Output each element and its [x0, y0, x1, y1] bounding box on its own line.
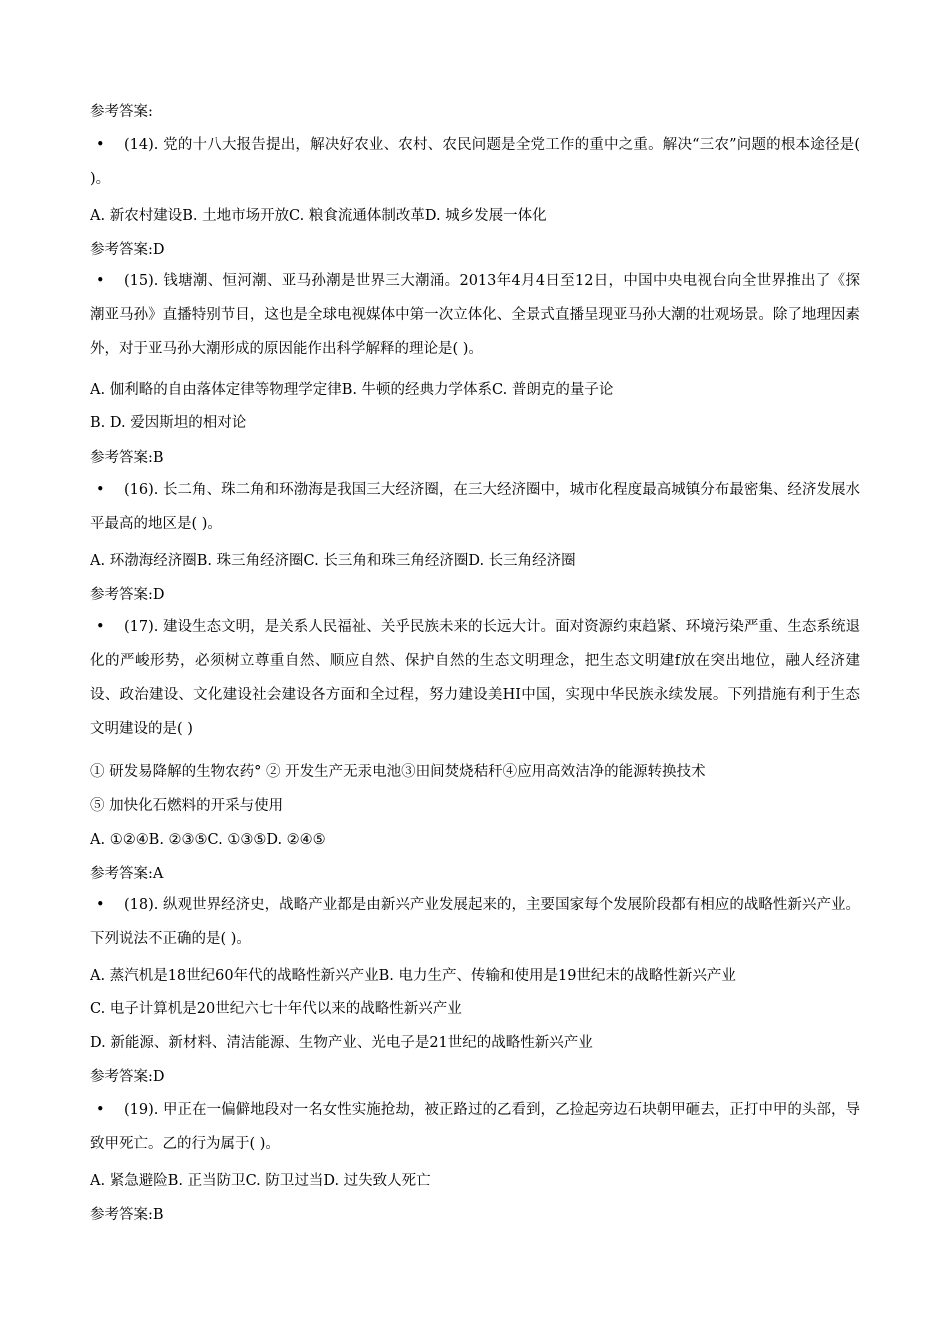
answer-line: 参考答案:B — [90, 1207, 164, 1223]
bullet-icon: • — [96, 897, 105, 913]
question-text: (18). 纵观世界经济史，战略产业都是由新兴产业发展起来的，主要国家每个发展阶段都有相应的战略性新兴产业。下列说法不正确的是( )。 — [90, 897, 860, 947]
answer-line: 参考答案:D — [90, 587, 165, 603]
bullet-icon: • — [96, 482, 105, 498]
question-19 — [90, 1093, 860, 1161]
bullet-icon: • — [96, 273, 105, 289]
option-line: ① 研发易降解的生物农药° ② 开发生产无汞电池③田间焚烧秸秆④应用高效洁净的能源转换技术 — [90, 764, 706, 780]
option-line: A. 伽利略的自由落体定律等物理学定律B. 牛顿的经典力学体系C. 普朗克的量子论 — [90, 382, 614, 398]
option-line: A. 蒸汽机是18世纪60年代的战略性新兴产业B. 电力生产、传输和使用是19世纪末的战略性新兴产业 — [90, 968, 736, 984]
question-text: (15). 钱塘潮、恒河潮、亚马孙潮是世界三大潮涌。2013年4月4日至12日，中国中央电视台向全世界推出了《探潮亚马孙》直播特别节目，这也是全球电视媒体中第一次立体化、全景式直播呈现亚马孙大潮的壮观场景。除了地理因素外，对于亚马孙大潮形成的原因能作出科学解释的理论是( )。 — [90, 273, 860, 357]
bullet-icon: • — [96, 619, 105, 635]
option-line: A. 新农村建设B. 土地市场开放C. 粮食流通体制改革D. 城乡发展一体化 — [90, 208, 547, 224]
question-text: (19). 甲正在一偏僻地段对一名女性实施抢劫，被正路过的乙看到，乙捡起旁边石块朝甲砸去，正打中甲的头部，导致甲死亡。乙的行为属于( )。 — [90, 1102, 860, 1152]
option-line: A. 紧急避险B. 正当防卫C. 防卫过当D. 过失致人死亡 — [90, 1173, 431, 1189]
question-text: (14). 党的十八大报告提出，解决好农业、农村、农民问题是全党工作的重中之重。解决“三农”问题的根本途径是( )。 — [90, 137, 860, 187]
answer-line: 参考答案:D — [90, 1069, 165, 1085]
bullet-icon: • — [96, 1102, 105, 1118]
option-line: D. 新能源、新材料、清洁能源、生物产业、光电子是21世纪的战略性新兴产业 — [90, 1035, 593, 1051]
option-line: B. D. 爱因斯坦的相对论 — [90, 415, 247, 431]
answer-line: 参考答案:D — [90, 242, 165, 258]
option-line: A. 环渤海经济圈B. 珠三角经济圈C. 长三角和珠三角经济圈D. 长三角经济圈 — [90, 553, 576, 569]
option-line: C. 电子计算机是20世纪六七十年代以来的战略性新兴产业 — [90, 1001, 462, 1017]
question-15 — [90, 264, 860, 366]
bullet-icon: • — [96, 137, 105, 153]
option-line: ⑤ 加快化石燃料的开采与使用 — [90, 798, 284, 814]
question-17 — [90, 610, 860, 746]
question-14 — [90, 128, 860, 196]
option-line: A. ①②④B. ②③⑤C. ①③⑤D. ②④⑤ — [90, 832, 326, 848]
question-18 — [90, 888, 860, 956]
answer-line: 参考答案:B — [90, 450, 164, 466]
question-text: (16). 长二角、珠二角和环渤海是我国三大经济圈，在三大经济圈中，城市化程度最高城镇分布最密集、经济发展水平最高的地区是( )。 — [90, 482, 860, 532]
answer-label: 参考答案: — [90, 104, 153, 120]
question-16 — [90, 473, 860, 541]
answer-line: 参考答案:A — [90, 866, 164, 882]
question-text: (17). 建设生态文明，是关系人民福祉、关乎民族未来的长远大计。面对资源约束趋紧、环境污染严重、生态系统退化的严峻形势，必须树立尊重自然、顺应自然、保护自然的生态文明理念，把生态文明建f放在突出地位，融人经济建设、政治建设、文化建设社会建设各方面和全过程，努力建设美HI中国，实现中华民族永续发展。下列措施有利于生态文明建设的是( ) — [90, 619, 860, 737]
